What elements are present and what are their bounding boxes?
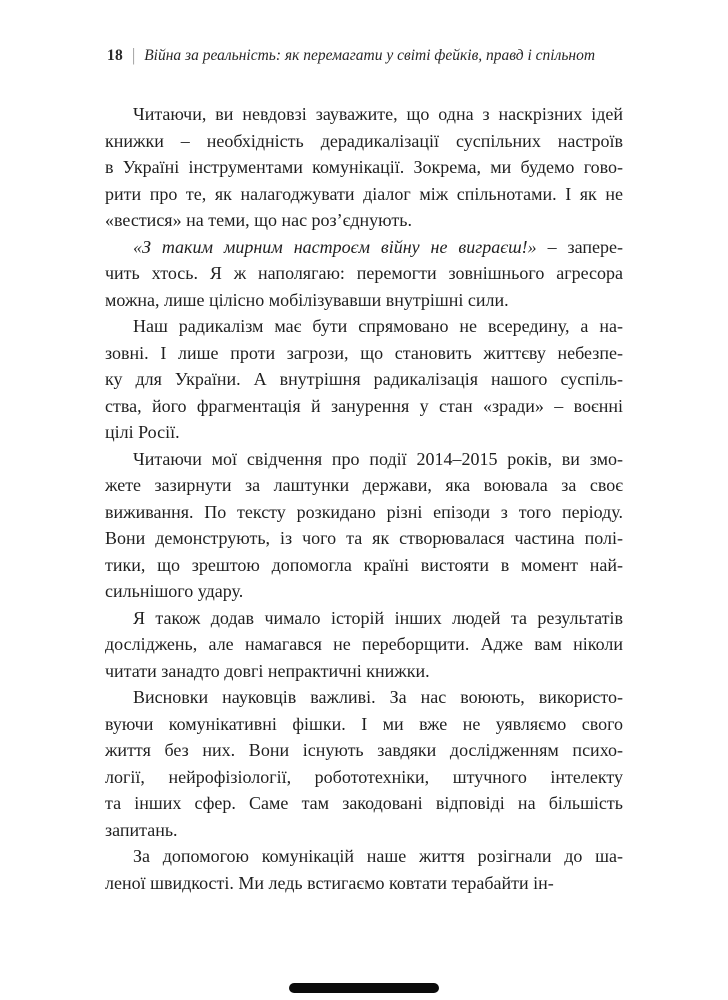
paragraph xyxy=(105,313,623,446)
text-line: ства, його фрагментація й занурення у стан «зради» – воєнні xyxy=(105,395,623,416)
text-line: зовні. І лише проти загрози, що становить життєву небезпе- xyxy=(105,342,623,363)
text-line: Висновки науковців важливі. За нас воюють, використо- xyxy=(133,687,623,707)
text-line: можна, лише цілісно мобілізувавши внутрішні сили. xyxy=(105,289,509,310)
text-line: читати занадто довгі непрактичні книжки. xyxy=(105,660,430,681)
paragraph xyxy=(105,843,623,896)
text-line: досліджень, але намагався не переборщити. Адже вам ніколи xyxy=(105,634,623,654)
text-line: виживання. По тексту розкидано різні епізоди з того періоду. xyxy=(105,501,623,522)
paragraph xyxy=(105,101,623,234)
text-line: та інших сфер. Саме там закодовані відповіді на більшість xyxy=(105,793,623,813)
text-line: логії, нейрофізіології, робототехніки, штучного інтелекту xyxy=(105,766,623,787)
paragraph xyxy=(105,234,623,314)
page-number: 18 xyxy=(107,47,124,64)
text-line: сильнішого удару. xyxy=(105,581,244,601)
text-line: «З таким мирним настроєм війну не виграєш!» – запере- xyxy=(133,236,623,257)
text-line: вуючи комунікативні фішки. І ми вже не уявляємо свого xyxy=(105,713,623,734)
home-indicator[interactable] xyxy=(289,983,439,993)
text-line: Я також додав чимало історій інших людей та результатів xyxy=(133,607,623,628)
page-content xyxy=(105,101,623,896)
text-line: Читаючи, ви невдовзі зауважите, що одна з наскрізних ідей xyxy=(133,104,623,124)
text-line: Наш радикалізм має бути спрямовано не всередину, а на- xyxy=(133,316,623,336)
text-line: леної швидкості. Ми ледь встигаємо ковтати терабайти ін- xyxy=(105,872,554,893)
paragraph xyxy=(105,446,623,605)
header-separator: | xyxy=(132,45,136,66)
text-line: «вестися» на теми, що нас роз’єднують. xyxy=(105,210,412,230)
text-line: чить хтось. Я ж наполягаю: перемогти зовнішнього агресора xyxy=(105,263,623,283)
text-line: За допомогою комунікацій наше життя розігнали до ша- xyxy=(133,846,623,866)
text-line: в Україні інструментами комунікації. Зокрема, ми будемо гово- xyxy=(105,157,623,177)
text-line: життя без них. Вони існують завдяки дослідженням психо- xyxy=(105,740,623,760)
paragraph xyxy=(105,684,623,843)
running-title: Війна за реальність: як перемагати у світі фейків, правд і спільнот xyxy=(144,47,596,64)
text-line: жете зазирнути за лаштунки держави, яка воювала за своє xyxy=(105,475,623,495)
paragraph xyxy=(105,605,623,685)
text-line: тики, що зрештою допомогла країні вистояти в момент най- xyxy=(105,554,623,575)
text-line: цілі Росії. xyxy=(105,422,180,442)
page-header xyxy=(107,47,628,65)
text-line: Вони демонструють, із чого та як створювалася частина полі- xyxy=(105,528,623,548)
text-line: запитань. xyxy=(105,819,178,840)
text-line: ку для України. А внутрішня радикалізація нашого суспіль- xyxy=(105,369,623,389)
text-line: рити про те, як налагоджувати діалог між спільнотами. І як не xyxy=(105,183,623,204)
text-line: Читаючи мої свідчення про події 2014–2015 років, ви змо- xyxy=(133,448,623,469)
text-line: книжки – необхідність дерадикалізації суспільних настроїв xyxy=(105,130,623,151)
